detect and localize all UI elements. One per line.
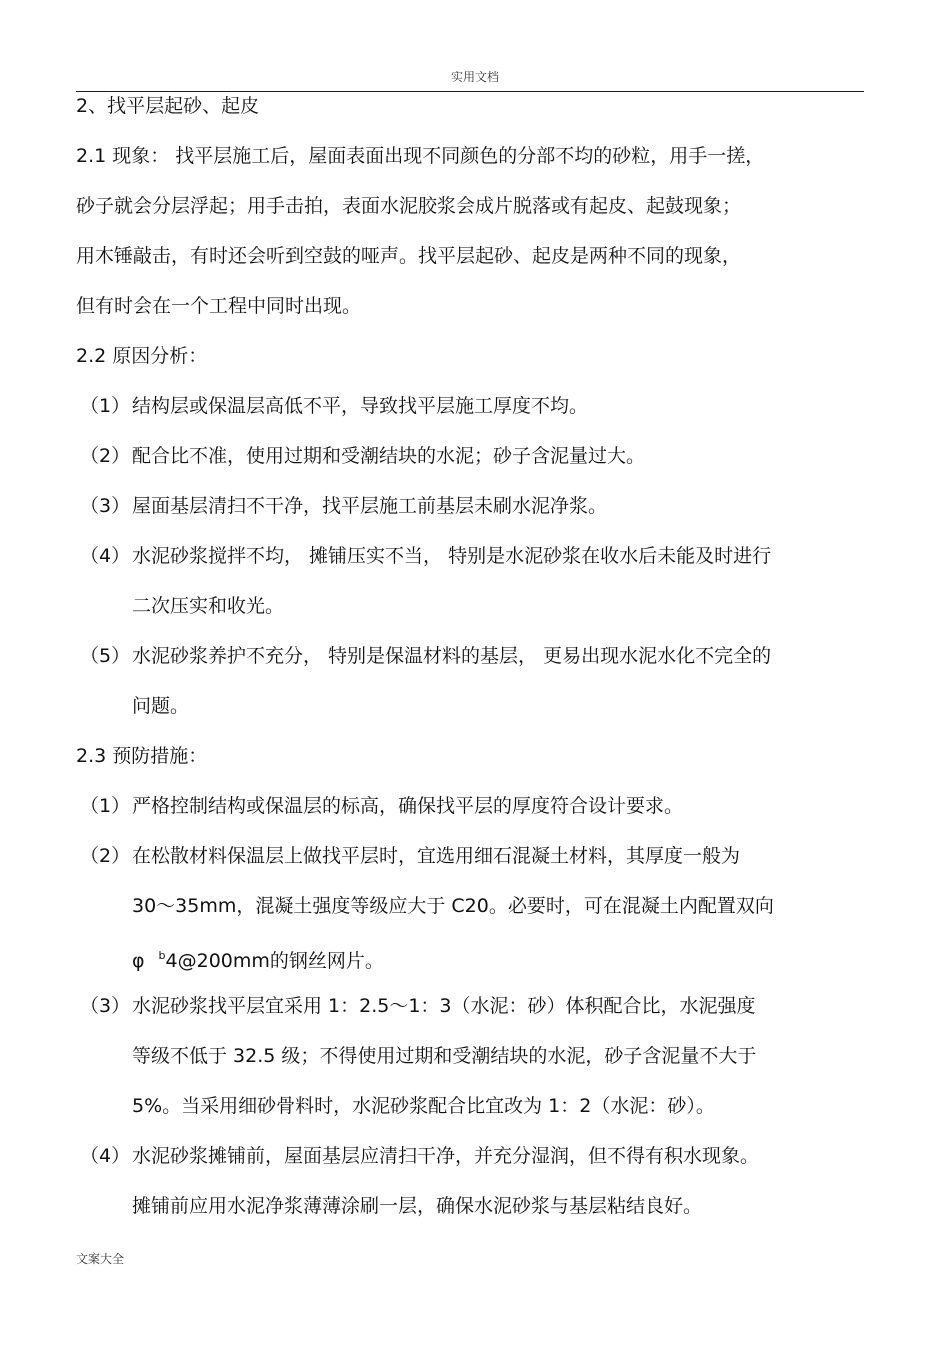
page-footer: 文案大全: [76, 1252, 125, 1266]
s22-item-4: [80, 543, 771, 569]
item-text: 水泥砂浆养护不充分， 特别是保温材料的基层， 更易出现水泥水化不完全的: [132, 645, 772, 667]
s23-item-4-cont: 摊铺前应用水泥净浆薄薄涂刷一层，确保水泥砂浆与基层粘结良好。: [132, 1195, 703, 1217]
s23-item-2-cont-2: [132, 943, 384, 974]
item-number: （5）: [80, 645, 131, 667]
item-text: 屋面基层清扫不干净，找平层施工前基层未刷水泥净浆。: [132, 495, 608, 517]
item-number: （1）: [80, 795, 131, 817]
section-title: 2、找平层起砂、起皮: [76, 95, 260, 117]
s23-item-3: [80, 993, 756, 1019]
item-text: 水泥砂浆摊铺前，屋面基层应清扫干净，并充分湿润，但不得有积水现象。: [132, 1145, 760, 1167]
s22-item-1: [80, 393, 588, 419]
s23-item-3-cont-2: 5%。当采用细砂骨料时，水泥砂浆配合比宜改为 1：2（水泥：砂）。: [132, 1095, 715, 1117]
s23-item-4: [80, 1143, 759, 1169]
s23-item-1: [80, 793, 683, 819]
s22-item-3: [80, 493, 607, 519]
s21-line-3: 用木锤敲击，有时还会听到空鼓的哑声。找平层起砂、起皮是两种不同的现象，: [76, 245, 742, 267]
superscript-mark: b: [158, 949, 166, 962]
item-number: （3）: [80, 995, 131, 1017]
s22-item-4-cont: 二次压实和收光。: [132, 595, 285, 617]
item-number: （3）: [80, 495, 131, 517]
item-text: 水泥砂浆搅拌不均， 摊铺压实不当， 特别是水泥砂浆在收水后未能及时进行: [132, 545, 772, 567]
s21-line-2: 砂子就会分层浮起；用手击拍，表面水泥胶浆会成片脱落或有起皮、起鼓现象；: [76, 195, 742, 217]
item-number: （2）: [80, 445, 131, 467]
s23-item-2-cont-1: 30～35mm，混凝土强度等级应大于 C20。必要时，可在混凝土内配置双向: [132, 895, 774, 917]
s23-heading: 2.3 预防措施：: [76, 745, 208, 767]
s22-item-2: [80, 443, 645, 469]
item-text: 水泥砂浆找平层宜采用 1：2.5～1：3（水泥：砂）体积配合比，水泥强度: [132, 995, 756, 1017]
item-number: （1）: [80, 395, 131, 417]
item-text: 结构层或保温层高低不平，导致找平层施工厚度不均。: [132, 395, 589, 417]
header-divider: [76, 91, 864, 92]
phi-symbol: φ: [132, 950, 145, 972]
item-text: 严格控制结构或保温层的标高，确保找平层的厚度符合设计要求。: [132, 795, 684, 817]
s22-item-5: [80, 643, 771, 669]
s23-item-2: [80, 843, 740, 869]
item-text: 在松散材料保温层上做找平层时，宜选用细石混凝土材料，其厚度一般为: [132, 845, 741, 867]
s22-heading: 2.2 原因分析：: [76, 345, 208, 367]
s21-line-4: 但有时会在一个工程中同时出现。: [76, 295, 362, 317]
item-text: 配合比不准，使用过期和受潮结块的水泥；砂子含泥量过大。: [132, 445, 646, 467]
item-number: （2）: [80, 845, 131, 867]
mesh-spec: 4@200mm的钢丝网片。: [165, 950, 384, 972]
item-number: （4）: [80, 545, 131, 567]
page-header: 实用文档: [450, 70, 499, 84]
s21-line-1: 2.1 现象： 找平层施工后，屋面表面出现不同颜色的分部不均的砂粒，用手一搓，: [76, 145, 765, 167]
s23-item-3-cont-1: 等级不低于 32.5 级；不得使用过期和受潮结块的水泥，砂子含泥量不大于: [132, 1045, 757, 1067]
s22-item-5-cont: 问题。: [132, 695, 190, 717]
item-number: （4）: [80, 1145, 131, 1167]
